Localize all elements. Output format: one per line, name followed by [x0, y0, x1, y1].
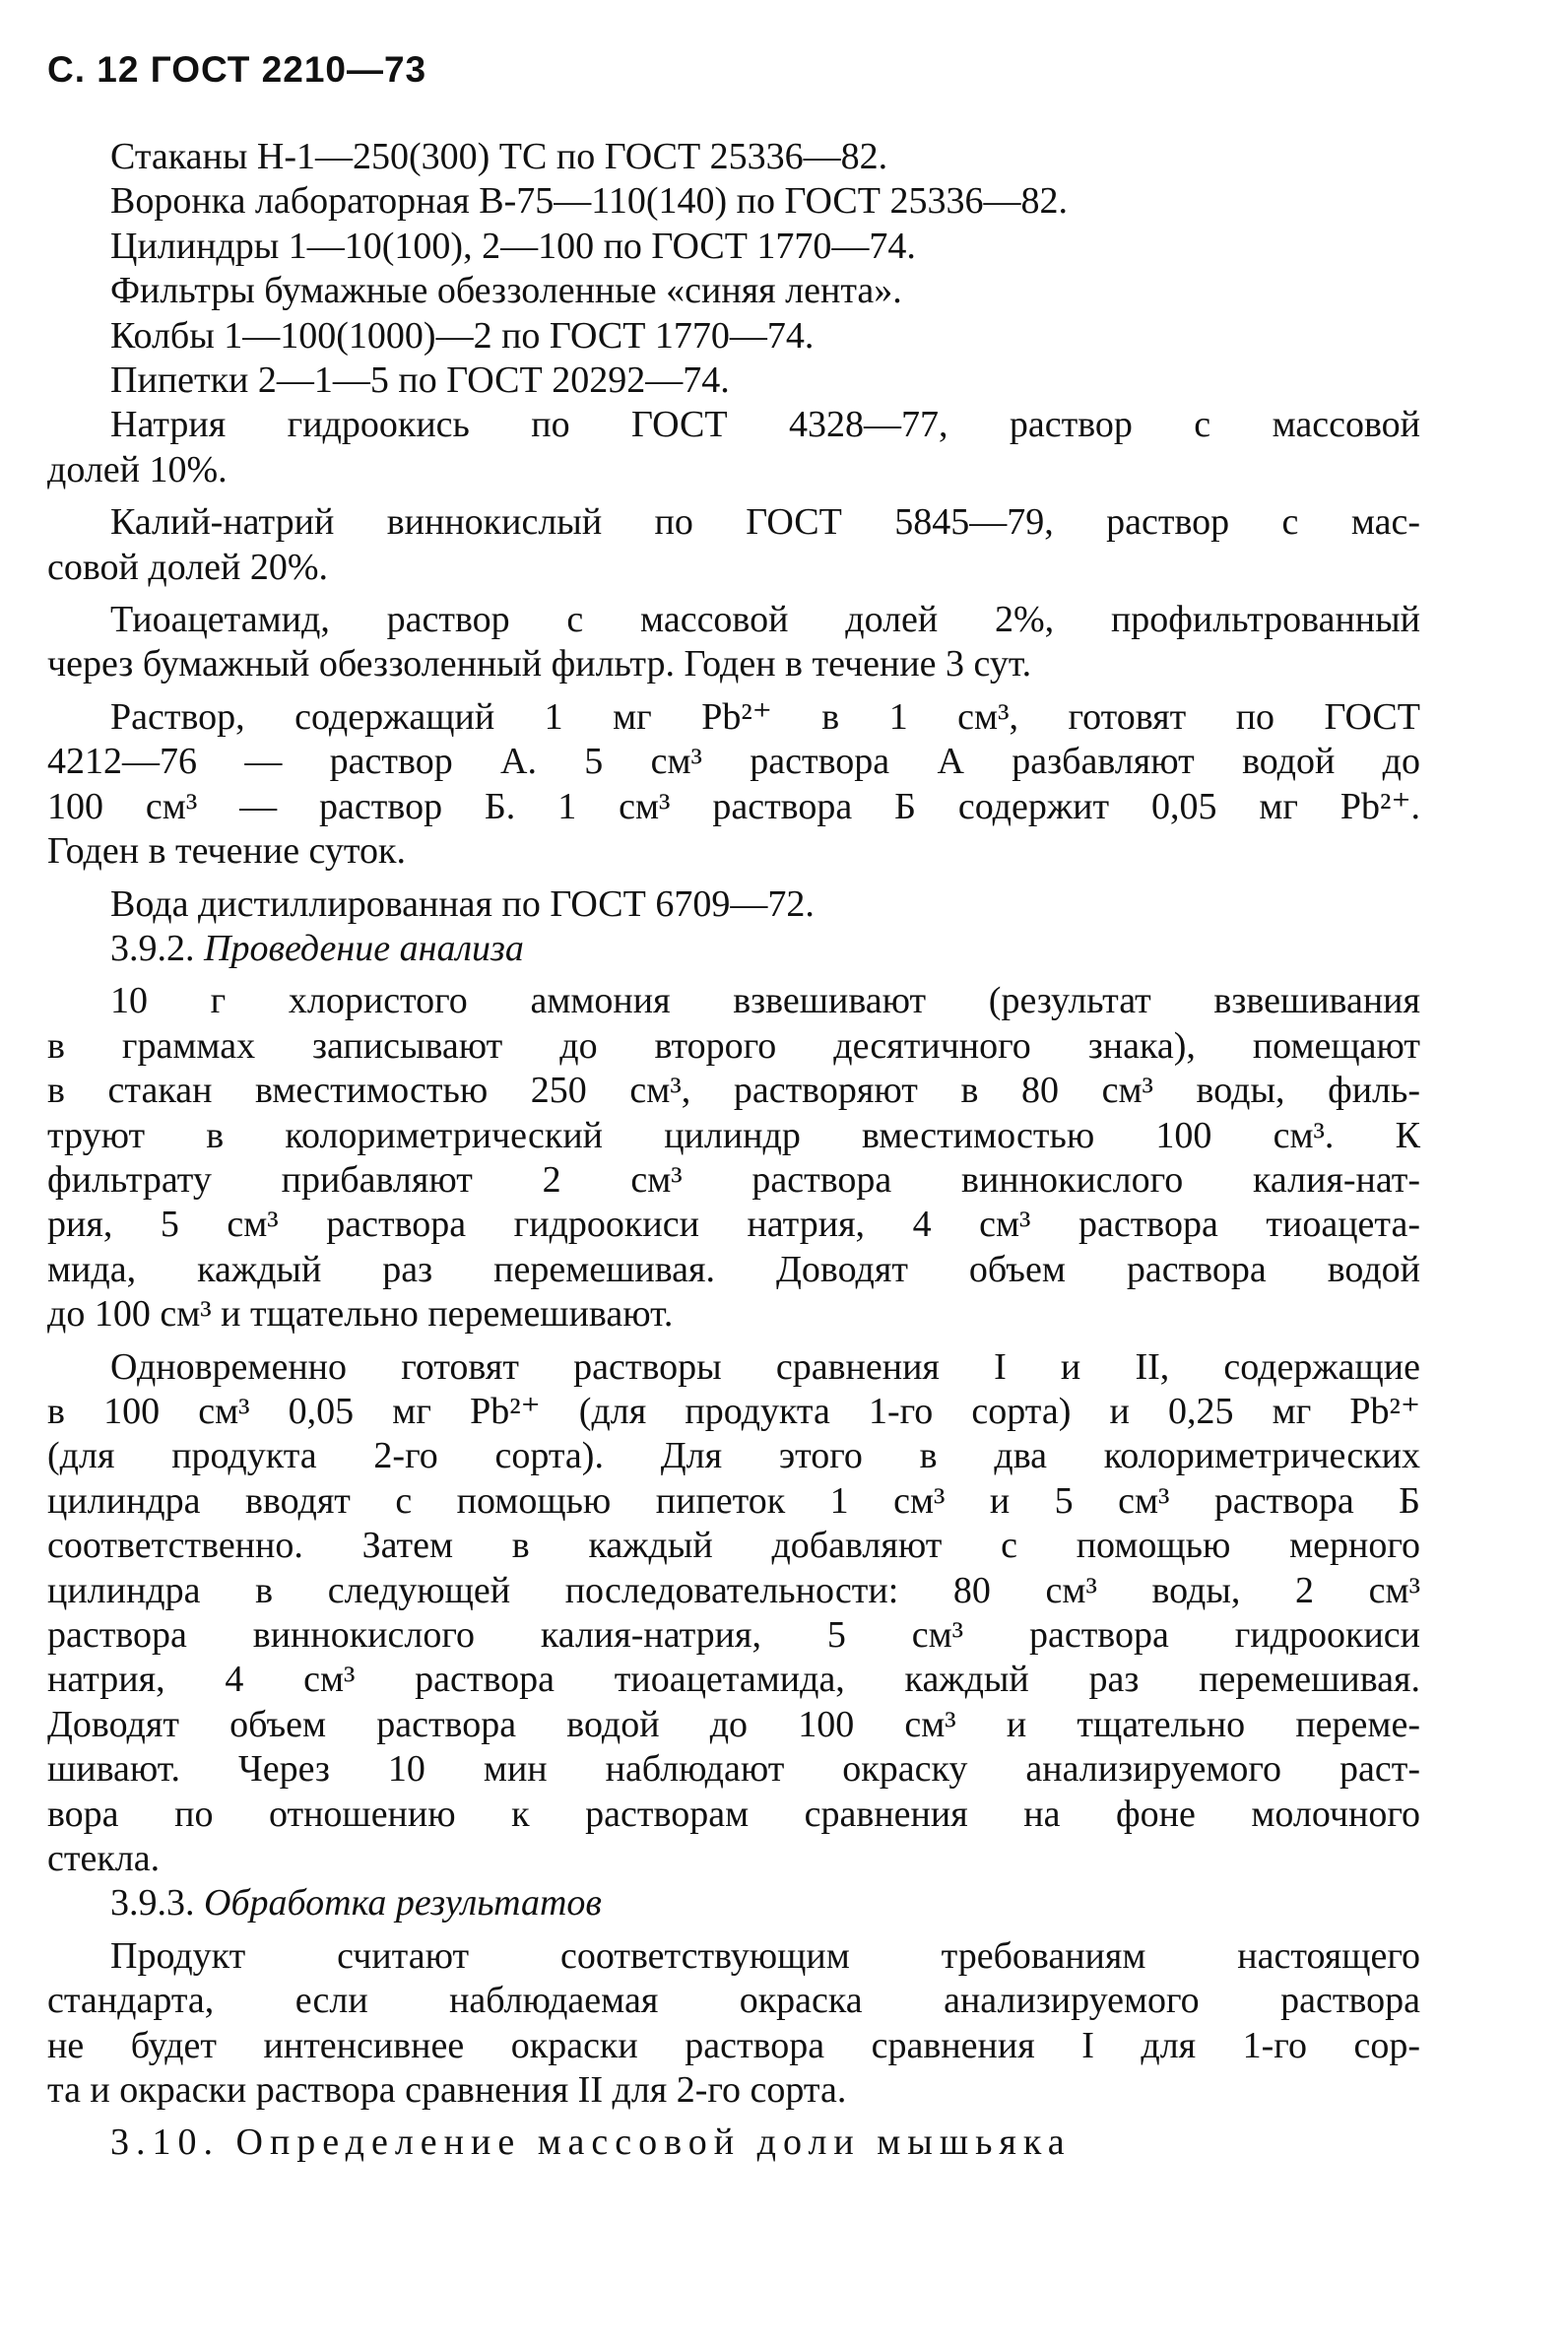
section-number: 3.9.3.	[110, 1882, 195, 1925]
list-item: Пипетки 2—1—5 по ГОСТ 20292—74.	[110, 359, 730, 402]
analysis-paragraph	[47, 979, 1420, 1337]
paragraph-line: до 100 см³ и тщательно перемешивают.	[47, 1293, 674, 1336]
list-item: Фильтры бумажные обеззоленные «синяя лента».	[110, 270, 902, 312]
paragraph-line: шивают. Через 10 мин наблюдают окраску анализируемого раст-	[47, 1748, 1420, 1791]
paragraph-line: в стакан вместимостью 250 см³, растворяют в 80 см³ воды, филь-	[47, 1070, 1420, 1112]
naoh-paragraph	[47, 403, 1420, 492]
water-paragraph	[47, 882, 1420, 927]
page-header: С. 12 ГОСТ 2210—73	[47, 49, 427, 90]
paragraph-line: рия, 5 см³ раствора гидроокиси натрия, 4 см³ раствора тиоацета-	[47, 1204, 1420, 1246]
paragraph-line: натрия, 4 см³ раствора тиоацетамида, каждый раз перемешивая.	[47, 1659, 1420, 1701]
paragraph-line: Тиоацетамид, раствор с массовой долей 2%, профильтрованный	[110, 599, 1420, 641]
section-3-10-heading	[47, 2121, 1420, 2165]
equipment-list	[47, 135, 1420, 403]
section-3-9-3-heading	[47, 1881, 1420, 1925]
paragraph-line: долей 10%.	[47, 448, 228, 490]
paragraph-line: вора по отношению к растворам сравнения на фоне молочного	[47, 1793, 1420, 1835]
paragraph-line: стандарта, если наблюдаемая окраска анализируемого раствора	[47, 1980, 1420, 2022]
section-heading: 3.10. Определение массовой доли мышьяка	[110, 2121, 1072, 2164]
document-page	[47, 51, 1420, 2166]
paragraph-line: не будет интенсивнее окраски раствора сравнения I для 1-го сор-	[47, 2024, 1420, 2066]
section-number: 3.9.2.	[110, 927, 195, 969]
paragraph-line: труют в колориметрический цилиндр вместимостью 100 см³. К	[47, 1114, 1420, 1156]
paragraph-line: стекла.	[47, 1838, 161, 1880]
paragraph-line: та и окраски раствора сравнения II для 2-го сорта.	[47, 2069, 847, 2112]
paragraph-line: Годен в течение суток.	[47, 830, 406, 873]
paragraph-line: (для продукта 2-го сорта). Для этого в два колориметрических	[47, 1435, 1420, 1477]
section-3-9-2-heading	[47, 927, 1420, 971]
paragraph-line: 4212—76 — раствор А. 5 см³ раствора А разбавляют водой до	[47, 741, 1420, 783]
lead-solution-paragraph	[47, 695, 1420, 875]
paragraph-line: 10 г хлористого аммония взвешивают (результат взвешивания	[110, 980, 1420, 1022]
list-item: Стаканы Н-1—250(300) ТС по ГОСТ 25336—82.	[110, 136, 888, 177]
section-title: Обработка результатов	[204, 1882, 602, 1925]
comparison-paragraph	[47, 1345, 1420, 1882]
list-item: Воронка лабораторная В-75—110(140) по ГОСТ 25336—82.	[110, 180, 1068, 223]
paragraph-line: Одновременно готовят растворы сравнения I и II, содержащие	[110, 1345, 1420, 1388]
thioacetamide-paragraph	[47, 598, 1420, 687]
paragraph-line: цилиндра в следующей последовательности: 80 см³ воды, 2 см³	[47, 1569, 1420, 1611]
paragraph-line: раствора виннокислого калия-натрия, 5 см³ раствора гидроокиси	[47, 1614, 1420, 1656]
paragraph-line: мида, каждый раз перемешивая. Доводят объем раствора водой	[47, 1248, 1420, 1290]
paragraph-line: Натрия гидроокись по ГОСТ 4328—77, раствор с массовой	[110, 404, 1420, 446]
paragraph-line: Калий-натрий виннокислый по ГОСТ 5845—79, раствор с мас-	[110, 501, 1420, 544]
list-item: Цилиндры 1—10(100), 2—100 по ГОСТ 1770—74.	[110, 225, 916, 267]
paragraph-line: в 100 см³ 0,05 мг Pb²⁺ (для продукта 1-го сорта) и 0,25 мг Pb²⁺	[47, 1390, 1420, 1432]
paragraph-line: соответственно. Затем в каждый добавляют с помощью мерного	[47, 1525, 1420, 1567]
paragraph-line: в граммах записывают до второго десятичного знака), помещают	[47, 1024, 1420, 1067]
paragraph-line: 100 см³ — раствор Б. 1 см³ раствора Б содержит 0,05 мг Pb²⁺.	[47, 785, 1420, 827]
paragraph-line: Раствор, содержащий 1 мг Pb²⁺ в 1 см³, готовят по ГОСТ	[110, 695, 1420, 738]
paragraph-line: через бумажный обеззоленный фильтр. Годен в течение 3 сут.	[47, 643, 1032, 685]
paragraph-line: Доводят объем раствора водой до 100 см³ и тщательно переме-	[47, 1703, 1420, 1745]
paragraph-line: Вода дистиллированная по ГОСТ 6709—72.	[110, 882, 815, 925]
paragraph-line: фильтрату прибавляют 2 см³ раствора виннокислого калия-нат-	[47, 1158, 1420, 1201]
paragraph-line: совой долей 20%.	[47, 546, 329, 588]
paragraph-line: Продукт считают соответствующим требованиям настоящего	[110, 1934, 1420, 1977]
tartrate-paragraph	[47, 500, 1420, 590]
section-title: Проведение анализа	[204, 927, 524, 969]
results-paragraph	[47, 1934, 1420, 2114]
list-item: Колбы 1—100(1000)—2 по ГОСТ 1770—74.	[110, 314, 815, 357]
paragraph-line: цилиндра вводят с помощью пипеток 1 см³ и 5 см³ раствора Б	[47, 1479, 1420, 1522]
